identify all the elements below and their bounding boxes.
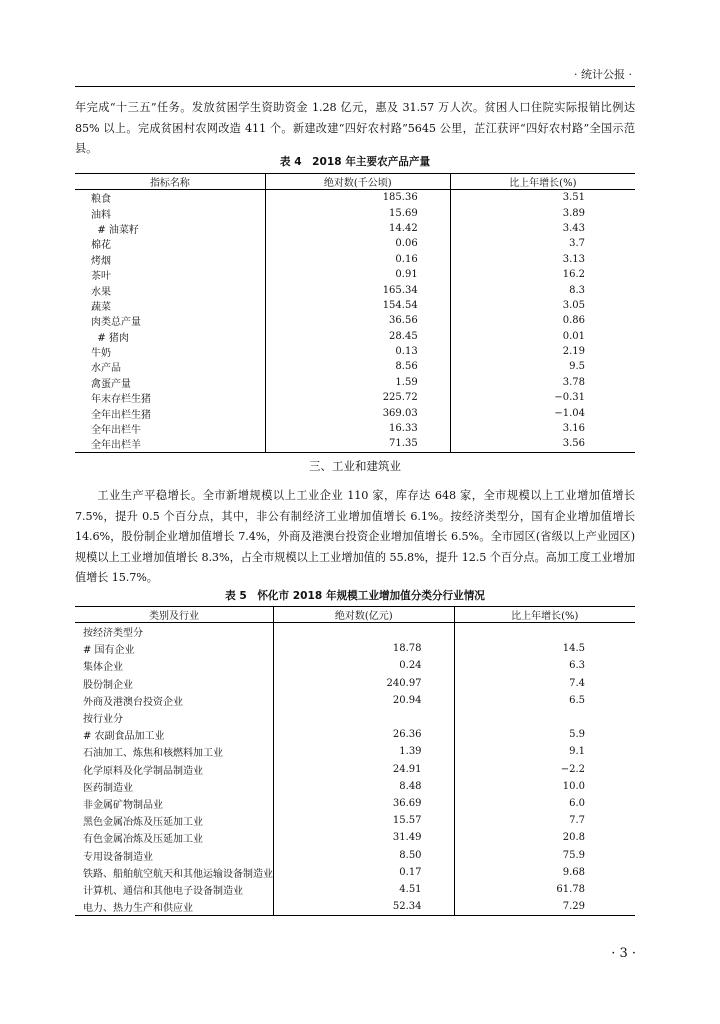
growth-rate: 3.56 <box>450 436 635 452</box>
absolute-value: 369.03 <box>265 405 450 420</box>
absolute-value: 4.51 <box>274 881 455 898</box>
absolute-value: 8.48 <box>274 778 455 795</box>
growth-rate: 3.78 <box>450 375 635 390</box>
row-label: 外商及港澳台投资企业 <box>83 696 183 708</box>
row-label: 专用设备制造业 <box>83 851 153 863</box>
table-row <box>75 190 635 206</box>
table-row <box>75 829 635 846</box>
table-row <box>75 623 635 641</box>
row-label: 全年出栏生猪 <box>91 409 151 421</box>
row-label: 石油加工、炼焦和核燃料加工业 <box>83 748 223 760</box>
table-row <box>75 252 635 267</box>
table-row <box>75 795 635 812</box>
paragraph-industry: 工业生产平稳增长。全市新增规模以上工业企业 110 家，库存达 648 家，全市规模以上工业增加值增长 7.5%，提升 0.5 个百分点，其中，非公有制经济工业增加值增长 6.1%。按经济类型分，国有企业增加值增长 14.6%，股份制企业增加值增长 7.4%，外商及港澳台投资企业增加值增长 6.5%。全市园区(省级以上产业园区)规模以上工业增加值增长 8.3%，占全市规模以上工业增加值的 55.8%，提升 12.5 个百分点。高加工度工业增加值增长 15.7%。 <box>75 489 635 584</box>
row-label: # 国有企业 <box>83 645 135 657</box>
growth-rate: 3.7 <box>450 236 635 251</box>
absolute-value: 0.16 <box>265 252 450 267</box>
row-label: 油料 <box>91 209 111 221</box>
absolute-value: 165.34 <box>265 282 450 297</box>
growth-rate: 5.9 <box>454 726 635 743</box>
growth-rate: −0.31 <box>450 390 635 405</box>
table-header-row <box>75 174 635 190</box>
absolute-value: 185.36 <box>265 190 450 206</box>
growth-rate: 10.0 <box>454 778 635 795</box>
row-label: 肉类总产量 <box>91 317 141 329</box>
table-row <box>75 726 635 743</box>
growth-rate: 3.16 <box>450 421 635 436</box>
growth-rate: 0.86 <box>450 313 635 328</box>
row-label: 化学原料及化学制品制造业 <box>83 765 203 777</box>
absolute-value: 26.36 <box>274 726 455 743</box>
absolute-value: 15.57 <box>274 812 455 829</box>
table5-caption: 表 5 怀化市 2018 年规模工业增加值分类分行业情况 <box>225 590 485 602</box>
row-label: 按经济类型分 <box>83 628 143 640</box>
table-row <box>75 282 635 297</box>
row-label: 医药制造业 <box>83 782 133 794</box>
absolute-value <box>274 709 455 726</box>
row-label: 牛奶 <box>91 348 111 360</box>
column-header: 绝对数(亿元) <box>274 607 455 623</box>
table-row <box>75 421 635 436</box>
row-label: 计算机、通信和其他电子设备制造业 <box>83 885 243 897</box>
table-row <box>75 390 635 405</box>
absolute-value: 0.13 <box>265 344 450 359</box>
row-label: 全年出栏牛 <box>91 425 141 437</box>
column-header: 比上年增长(%) <box>450 174 635 190</box>
absolute-value: 8.50 <box>274 846 455 863</box>
table-row <box>75 692 635 709</box>
table-row <box>75 743 635 760</box>
growth-rate: 16.2 <box>450 267 635 282</box>
growth-rate: 20.8 <box>454 829 635 846</box>
absolute-value: 0.24 <box>274 657 455 674</box>
row-label: 按行业分 <box>83 714 123 726</box>
growth-rate: 8.3 <box>450 282 635 297</box>
absolute-value: 240.97 <box>274 675 455 692</box>
table-header-row <box>75 607 635 623</box>
table-row <box>75 313 635 328</box>
row-label: # 油菜籽 <box>91 224 139 236</box>
growth-rate: 7.29 <box>454 898 635 916</box>
table4-agricultural-output <box>75 173 635 453</box>
growth-rate: 7.4 <box>454 675 635 692</box>
column-header: 类别及行业 <box>75 607 274 623</box>
absolute-value: 1.59 <box>265 375 450 390</box>
row-label: 电力、热力生产和供应业 <box>75 898 274 916</box>
growth-rate: 14.5 <box>454 640 635 657</box>
absolute-value: 71.35 <box>265 436 450 452</box>
table-row <box>75 236 635 251</box>
growth-rate: 3.13 <box>450 252 635 267</box>
table-row <box>75 344 635 359</box>
growth-rate: 9.5 <box>450 359 635 374</box>
row-label: 股份制企业 <box>83 679 133 691</box>
row-label: 烤烟 <box>91 255 111 267</box>
column-header: 绝对数(千公顷) <box>265 174 450 190</box>
row-label: 水产品 <box>91 363 121 375</box>
absolute-value: 18.78 <box>274 640 455 657</box>
table-row <box>75 640 635 657</box>
absolute-value: 1.39 <box>274 743 455 760</box>
table-row <box>75 329 635 344</box>
absolute-value: 36.69 <box>274 795 455 812</box>
row-label: 棉花 <box>91 240 111 252</box>
absolute-value: 20.94 <box>274 692 455 709</box>
growth-rate: 6.3 <box>454 657 635 674</box>
table-row <box>75 205 635 220</box>
growth-rate: 9.68 <box>454 864 635 881</box>
table-row <box>75 298 635 313</box>
row-label: 有色金属冶炼及压延加工业 <box>83 834 203 846</box>
absolute-value: 8.56 <box>265 359 450 374</box>
absolute-value: 31.49 <box>274 829 455 846</box>
table4-caption: 表 4 2018 年主要农产品产量 <box>279 156 431 168</box>
row-label: 年末存栏生猪 <box>91 394 151 406</box>
row-label: 粮食 <box>91 194 111 206</box>
growth-rate: 6.0 <box>454 795 635 812</box>
table5-industry-value-added <box>75 606 635 916</box>
table-row <box>75 405 635 420</box>
paragraph-poverty: 年完成“十三五”任务。发放贫困学生资助资金 1.28 亿元，惠及 31.57 万人次。贫困人口住院实际报销比例达 85% 以上。完成贫困村农网改造 411 个。新建改建“四好农村路”5645 公里，芷江获评“四好农村路”全国示范县。 <box>75 101 635 155</box>
growth-rate: 3.05 <box>450 298 635 313</box>
growth-rate: 2.19 <box>450 344 635 359</box>
growth-rate: 3.51 <box>450 190 635 206</box>
absolute-value <box>274 623 455 641</box>
table-row <box>75 864 635 881</box>
table-row <box>75 375 635 390</box>
row-label: 黑色金属冶炼及压延加工业 <box>83 817 203 829</box>
growth-rate: 3.43 <box>450 221 635 236</box>
running-header: · 统计公报 · <box>574 68 632 81</box>
row-label: 茶叶 <box>91 271 111 283</box>
absolute-value: 14.42 <box>265 221 450 236</box>
table-row <box>75 436 635 452</box>
column-header: 指标名称 <box>75 174 265 190</box>
growth-rate: 6.5 <box>454 692 635 709</box>
page-number: · 3 · <box>611 946 636 961</box>
absolute-value: 154.54 <box>265 298 450 313</box>
absolute-value: 225.72 <box>265 390 450 405</box>
absolute-value: 36.56 <box>265 313 450 328</box>
growth-rate: −1.04 <box>450 405 635 420</box>
absolute-value: 15.69 <box>265 205 450 220</box>
absolute-value: 0.06 <box>265 236 450 251</box>
header-rule <box>75 86 635 87</box>
table-row <box>75 898 635 916</box>
growth-rate: 75.9 <box>454 846 635 863</box>
growth-rate: 61.78 <box>454 881 635 898</box>
section-title-industry: 三、工业和建筑业 <box>309 459 401 473</box>
growth-rate <box>454 709 635 726</box>
growth-rate: 9.1 <box>454 743 635 760</box>
table-row <box>75 881 635 898</box>
table-row <box>75 709 635 726</box>
row-label: 水果 <box>91 286 111 298</box>
row-label: 全年出栏羊 <box>75 436 265 452</box>
table-row <box>75 846 635 863</box>
table-row <box>75 761 635 778</box>
growth-rate: 3.89 <box>450 205 635 220</box>
table-row <box>75 778 635 795</box>
row-label: 禽蛋产量 <box>91 378 131 390</box>
table-row <box>75 657 635 674</box>
table-row <box>75 675 635 692</box>
row-label: 蔬菜 <box>91 301 111 313</box>
table-row <box>75 221 635 236</box>
growth-rate <box>454 623 635 641</box>
absolute-value: 0.17 <box>274 864 455 881</box>
absolute-value: 28.45 <box>265 329 450 344</box>
row-label: 集体企业 <box>83 662 123 674</box>
absolute-value: 52.34 <box>274 898 455 916</box>
growth-rate: 0.01 <box>450 329 635 344</box>
table-row <box>75 812 635 829</box>
growth-rate: 7.7 <box>454 812 635 829</box>
row-label: 非金属矿物制品业 <box>83 799 163 811</box>
growth-rate: −2.2 <box>454 761 635 778</box>
absolute-value: 0.91 <box>265 267 450 282</box>
row-label: 铁路、船舶航空航天和其他运输设备制造业 <box>83 868 273 880</box>
table-row <box>75 267 635 282</box>
table-row <box>75 359 635 374</box>
column-header: 比上年增长(%) <box>454 607 635 623</box>
row-label: # 猪肉 <box>91 332 129 344</box>
row-label: # 农副食品加工业 <box>83 731 165 743</box>
absolute-value: 16.33 <box>265 421 450 436</box>
absolute-value: 24.91 <box>274 761 455 778</box>
